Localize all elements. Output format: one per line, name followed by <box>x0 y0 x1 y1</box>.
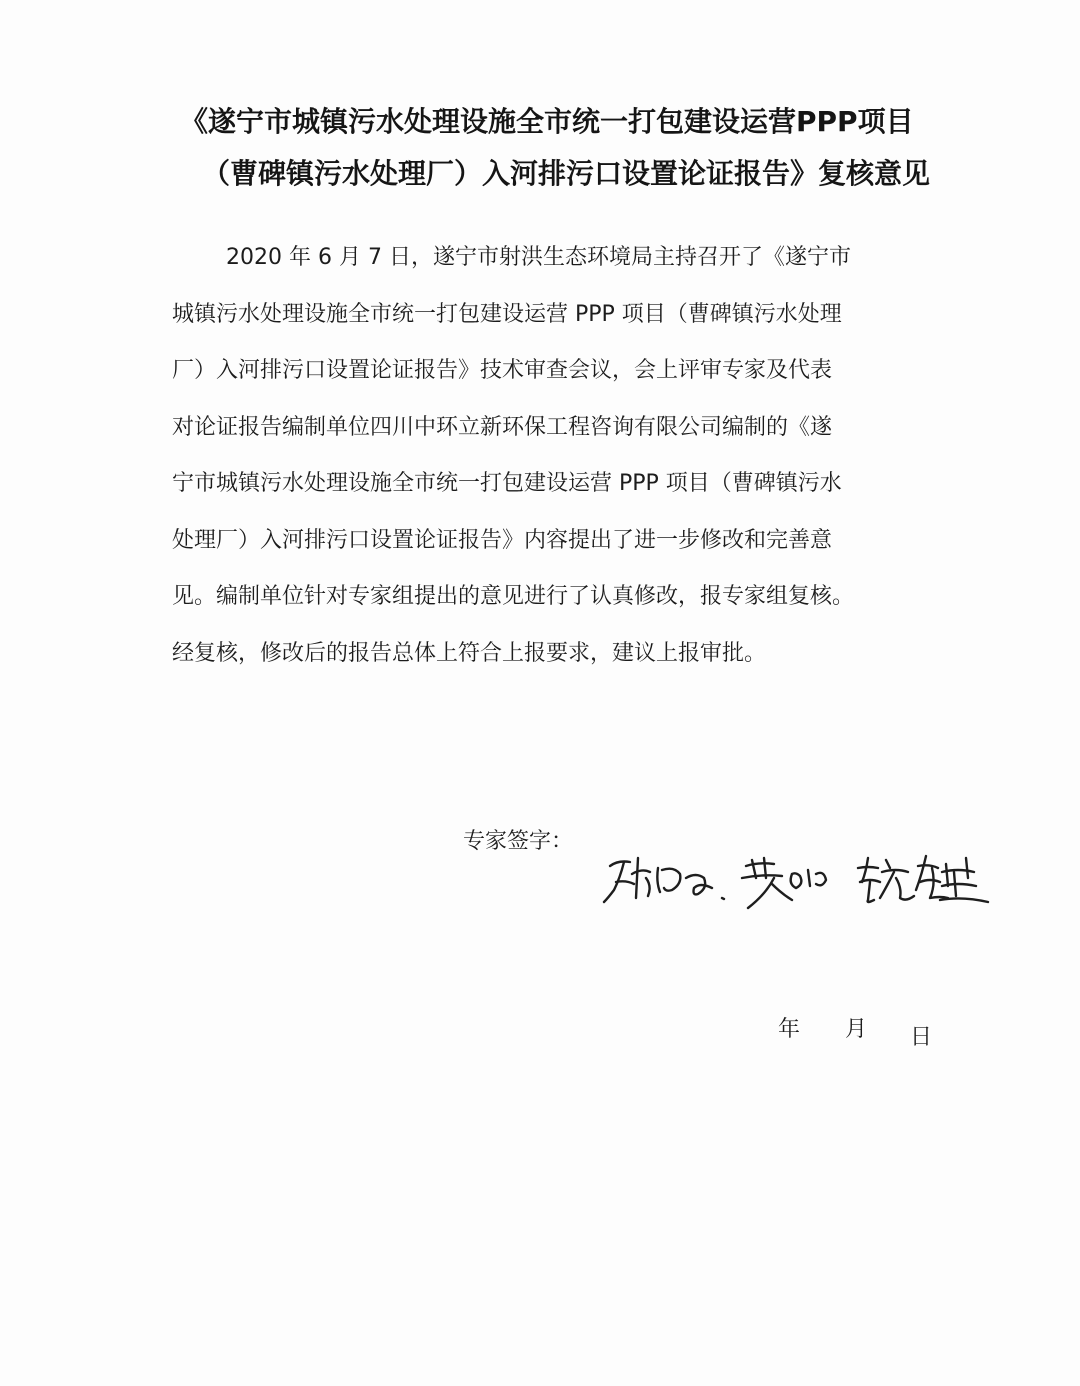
title-line: （曹碑镇污水处理厂）入河排污口设置论证报告》复核意见 <box>202 157 931 190</box>
title-line: 《遂宁市城镇污水处理设施全市统一打包建设运营PPP项目 <box>180 105 914 138</box>
body-line: 处理厂）入河排污口设置论证报告》内容提出了进一步修改和完善意 <box>172 527 833 553</box>
date-day-label: 日 <box>910 1025 933 1050</box>
body-line: 见。编制单位针对专家组提出的意见进行了认真修改，报专家组复核。 <box>172 584 855 609</box>
date-month-label: 月 <box>845 1017 868 1042</box>
handwritten-signatures-image <box>596 838 1006 918</box>
expert-signatures <box>596 838 1006 918</box>
signature-label: 专家签字： <box>463 829 574 854</box>
document-title <box>150 96 950 200</box>
body-line: 对论证报告编制单位四川中环立新环保工程咨询有限公司编制的《遂 <box>172 414 833 440</box>
document-body <box>172 230 932 682</box>
date-line <box>778 1010 932 1050</box>
date-year-label: 年 <box>778 1017 801 1042</box>
body-line: 宁市城镇污水处理设施全市统一打包建设运营 PPP 项目（曹碑镇污水 <box>172 471 842 496</box>
body-line: 厂）入河排污口设置论证报告》技术审查会议，会上评审专家及代表 <box>172 358 833 383</box>
body-line: 城镇污水处理设施全市统一打包建设运营 PPP 项目（曹碑镇污水处理 <box>172 301 842 327</box>
body-line: 2020 年 6 月 7 日，遂宁市射洪生态环境局主持召开了《遂宁市 <box>226 245 851 270</box>
body-line: 经复核，修改后的报告总体上符合上报要求，建议上报审批。 <box>172 640 767 666</box>
